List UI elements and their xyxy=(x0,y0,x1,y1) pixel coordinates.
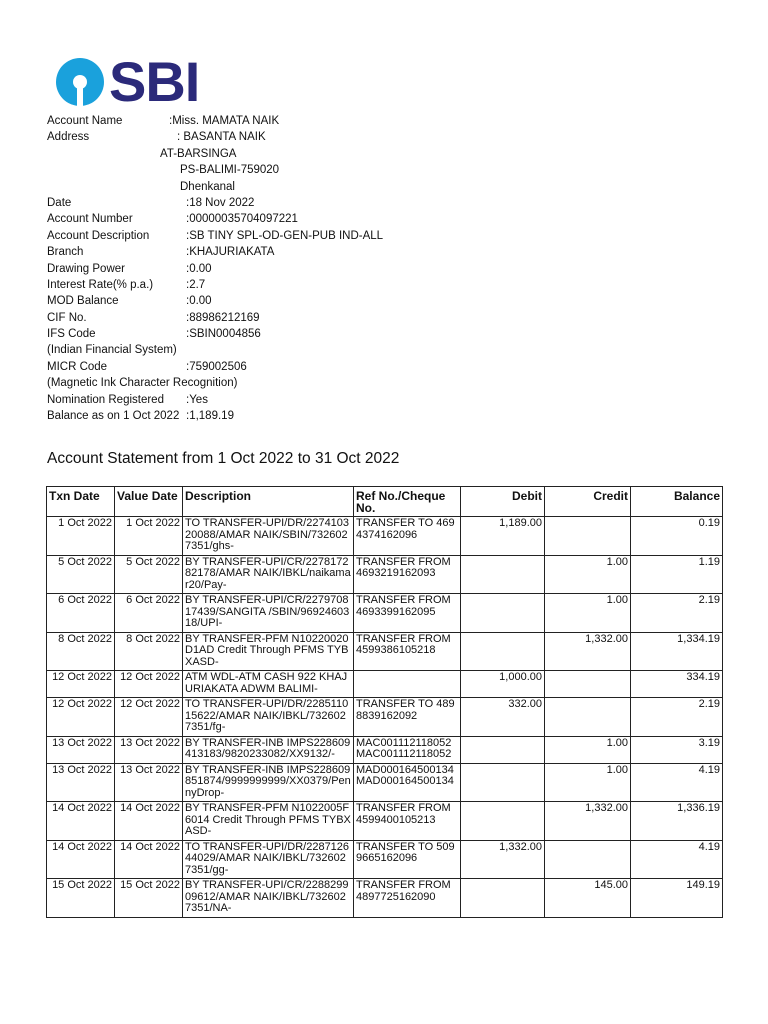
debit-cell-text: 332.00 xyxy=(508,699,542,710)
field-label: MICR Code xyxy=(47,360,108,373)
txn-date-cell xyxy=(47,555,115,594)
value-date-cell-text: 13 Oct 2022 xyxy=(120,737,180,749)
bank-name: SBI xyxy=(109,50,200,113)
credit-cell xyxy=(545,517,631,556)
balance-cell-text: 2.19 xyxy=(698,595,720,606)
txn-date-cell xyxy=(47,671,115,698)
description-cell xyxy=(183,555,354,594)
table-header-row xyxy=(47,487,723,517)
description-cell xyxy=(183,517,354,556)
txn-date-cell xyxy=(47,594,115,633)
ref-no-cell xyxy=(354,594,461,633)
value-date-cell xyxy=(115,736,183,763)
table-row xyxy=(47,517,723,556)
txn-date-cell-text: 12 Oct 2022 xyxy=(52,672,112,683)
value-date-cell xyxy=(115,802,183,841)
sbi-logo xyxy=(55,50,200,113)
column-header-credit: Credit xyxy=(545,487,631,517)
txn-date-cell-text: 14 Oct 2022 xyxy=(52,841,112,853)
field-value: :1,189.19 xyxy=(186,410,234,423)
debit-cell xyxy=(461,763,545,802)
credit-cell xyxy=(545,632,631,671)
balance-cell xyxy=(631,840,723,879)
txn-date-cell xyxy=(47,698,115,737)
ref-no-cell-text: TRANSFER TO 4898839162092 xyxy=(356,699,455,722)
ref-no-cell xyxy=(354,736,461,763)
address-label: Address xyxy=(47,131,90,144)
table-row xyxy=(47,879,723,918)
field-value: :759002506 xyxy=(186,360,247,373)
credit-cell xyxy=(545,736,631,763)
value-date-cell-text: 14 Oct 2022 xyxy=(120,803,180,814)
table-row xyxy=(47,698,723,737)
description-cell xyxy=(183,632,354,671)
description-cell-text: BY TRANSFER-PFM N1022005F6014 Credit Through PFMS TYBXASD- xyxy=(185,803,351,837)
value-date-cell xyxy=(115,555,183,594)
balance-cell xyxy=(631,802,723,841)
description-cell-text: TO TRANSFER-UPI/DR/228511015622/AMAR NAIK/IBKL/7326027351/fg- xyxy=(185,699,349,733)
field-value: :0.00 xyxy=(186,295,212,308)
ref-no-cell-text: TRANSFER FROM 4693219162093 xyxy=(356,556,451,579)
description-cell-text: BY TRANSFER-PFM N10220020D1AD Credit Through PFMS TYBXASD- xyxy=(185,633,349,668)
field-value: :18 Nov 2022 xyxy=(186,196,255,209)
ref-no-cell-text: TRANSFER FROM 4599400105213 xyxy=(356,803,451,826)
address-line: PS-BALIMI-759020 xyxy=(180,164,280,177)
balance-cell-text: 149.19 xyxy=(686,880,720,891)
value-date-cell-text: 15 Oct 2022 xyxy=(120,880,180,891)
field-label: Date xyxy=(47,196,72,209)
table-row xyxy=(47,671,723,698)
ref-no-cell xyxy=(354,840,461,879)
balance-cell xyxy=(631,517,723,556)
balance-cell-text: 2.19 xyxy=(698,699,720,710)
value-date-cell-text: 14 Oct 2022 xyxy=(120,841,180,853)
ref-no-cell xyxy=(354,555,461,594)
field-label: (Magnetic Ink Character Recognition) xyxy=(47,377,238,390)
txn-date-cell-text: 6 Oct 2022 xyxy=(58,595,112,606)
balance-cell xyxy=(631,736,723,763)
table-row xyxy=(47,802,723,841)
sbi-keyhole-icon xyxy=(55,57,105,107)
credit-cell xyxy=(545,802,631,841)
credit-cell-text: 1.00 xyxy=(606,764,628,776)
balance-cell-text: 1,334.19 xyxy=(677,633,720,645)
txn-date-cell-text: 5 Oct 2022 xyxy=(58,556,112,568)
value-date-cell xyxy=(115,879,183,918)
debit-cell xyxy=(461,517,545,556)
description-cell-text: BY TRANSFER-UPI/CR/228829909612/AMAR NAIK/IBKL/7326027351/NA- xyxy=(185,880,349,914)
field-label: (Indian Financial System) xyxy=(47,344,177,357)
txn-date-cell xyxy=(47,879,115,918)
description-cell-text: BY TRANSFER-INB IMPS228609851874/9999999999/XX0379/PennyDrop- xyxy=(185,764,351,799)
field-value: :KHAJURIAKATA xyxy=(186,246,275,259)
balance-cell xyxy=(631,763,723,802)
table-row xyxy=(47,736,723,763)
field-label: Branch xyxy=(47,246,84,259)
ref-no-cell-text: TRANSFER FROM 4599386105218 xyxy=(356,633,451,656)
debit-cell xyxy=(461,555,545,594)
table-row xyxy=(47,555,723,594)
field-label: Drawing Power xyxy=(47,262,125,275)
balance-cell xyxy=(631,594,723,633)
description-cell xyxy=(183,763,354,802)
field-label: Balance as on 1 Oct 2022 xyxy=(47,410,180,423)
balance-cell-text: 0.19 xyxy=(698,518,720,529)
table-row xyxy=(47,763,723,802)
column-header-ref-no: Ref No./Cheque No. xyxy=(354,487,461,517)
description-cell-text: BY TRANSFER-UPI/CR/227817282178/AMAR NAIK/IBKL/naikamar20/Pay- xyxy=(185,556,351,591)
ref-no-cell xyxy=(354,879,461,918)
field-value: :2.7 xyxy=(186,278,206,291)
field-label: MOD Balance xyxy=(47,295,119,308)
ref-no-cell-text: MAD000164500134 MAD000164500134 xyxy=(356,764,454,787)
field-label: Interest Rate(% p.a.) xyxy=(47,278,154,291)
value-date-cell-text: 8 Oct 2022 xyxy=(126,633,180,645)
address-line: Dhenkanal xyxy=(180,180,235,193)
description-cell-text: ATM WDL-ATM CASH 922 KHAJURIAKATA ADWM BALIMI- xyxy=(185,672,348,695)
field-value: :SB TINY SPL-OD-GEN-PUB IND-ALL xyxy=(186,229,384,242)
debit-cell-text: 1,189.00 xyxy=(499,518,542,529)
balance-cell xyxy=(631,879,723,918)
txn-date-cell xyxy=(47,840,115,879)
description-cell-text: TO TRANSFER-UPI/DR/227410320088/AMAR NAIK/SBIN/7326027351/ghs- xyxy=(185,518,350,552)
value-date-cell-text: 6 Oct 2022 xyxy=(126,595,180,606)
balance-cell-text: 3.19 xyxy=(698,737,720,749)
credit-cell xyxy=(545,555,631,594)
balance-cell xyxy=(631,555,723,594)
description-cell xyxy=(183,671,354,698)
value-date-cell xyxy=(115,763,183,802)
txn-date-cell xyxy=(47,763,115,802)
txn-date-cell xyxy=(47,802,115,841)
credit-cell-text: 1,332.00 xyxy=(585,803,628,814)
ref-no-cell-text: TRANSFER FROM 4693399162095 xyxy=(356,595,451,618)
debit-cell xyxy=(461,671,545,698)
field-value: :88986212169 xyxy=(186,311,260,324)
ref-no-cell xyxy=(354,517,461,556)
credit-cell-text: 1.00 xyxy=(606,556,628,568)
debit-cell-text: 1,332.00 xyxy=(499,841,542,853)
column-header-balance: Balance xyxy=(631,487,723,517)
txn-date-cell-text: 12 Oct 2022 xyxy=(52,699,112,710)
column-header-debit: Debit xyxy=(461,487,545,517)
field-label: Nomination Registered xyxy=(47,393,164,406)
balance-cell-text: 4.19 xyxy=(698,841,720,853)
ref-no-cell xyxy=(354,763,461,802)
address-line: : BASANTA NAIK xyxy=(177,131,266,144)
description-cell xyxy=(183,802,354,841)
description-cell-text: BY TRANSFER-INB IMPS228609413183/9820233082/XX9132/- xyxy=(185,737,351,760)
account-name-value: :Miss. MAMATA NAIK xyxy=(169,115,280,127)
debit-cell xyxy=(461,840,545,879)
table-row xyxy=(47,632,723,671)
txn-date-cell xyxy=(47,517,115,556)
txn-date-cell xyxy=(47,736,115,763)
transactions-table xyxy=(46,486,723,918)
debit-cell xyxy=(461,879,545,918)
value-date-cell xyxy=(115,671,183,698)
credit-cell xyxy=(545,671,631,698)
balance-cell-text: 1,336.19 xyxy=(677,803,720,814)
value-date-cell xyxy=(115,840,183,879)
table-row xyxy=(47,840,723,879)
credit-cell xyxy=(545,840,631,879)
credit-cell-text: 1.00 xyxy=(606,737,628,749)
credit-cell-text: 145.00 xyxy=(594,880,628,891)
field-value: :0.00 xyxy=(186,262,212,275)
description-cell xyxy=(183,840,354,879)
value-date-cell xyxy=(115,632,183,671)
credit-cell xyxy=(545,879,631,918)
ref-no-cell-text: MAC001112118052 MAC001112118052 xyxy=(356,737,452,760)
debit-cell xyxy=(461,802,545,841)
description-cell-text: TO TRANSFER-UPI/DR/228712644029/AMAR NAIK/IBKL/7326027351/gg- xyxy=(185,841,350,876)
value-date-cell xyxy=(115,594,183,633)
description-cell xyxy=(183,698,354,737)
field-label: CIF No. xyxy=(47,311,87,324)
field-label: Account Description xyxy=(47,229,150,242)
description-cell-text: BY TRANSFER-UPI/CR/227970817439/SANGITA /SBIN/9692460318/UPI- xyxy=(185,595,350,629)
column-header-description: Description xyxy=(183,487,354,517)
ref-no-cell xyxy=(354,802,461,841)
credit-cell xyxy=(545,698,631,737)
column-header-value-date: Value Date xyxy=(115,487,183,517)
debit-cell xyxy=(461,594,545,633)
value-date-cell-text: 5 Oct 2022 xyxy=(126,556,180,568)
balance-cell-text: 1.19 xyxy=(698,556,720,568)
debit-cell xyxy=(461,698,545,737)
credit-cell-text: 1,332.00 xyxy=(585,633,628,645)
ref-no-cell-text: TRANSFER FROM 4897725162090 xyxy=(356,880,451,903)
ref-no-cell xyxy=(354,632,461,671)
field-value: :Yes xyxy=(186,393,208,406)
field-label: IFS Code xyxy=(47,328,96,341)
field-value: :00000035704097221 xyxy=(186,213,298,226)
txn-date-cell-text: 8 Oct 2022 xyxy=(58,633,112,645)
txn-date-cell-text: 1 Oct 2022 xyxy=(58,518,112,529)
value-date-cell xyxy=(115,517,183,556)
ref-no-cell-text: TRANSFER TO 5099665162096 xyxy=(356,841,455,864)
field-label: Account Number xyxy=(47,213,133,226)
debit-cell xyxy=(461,736,545,763)
column-header-txn-date: Txn Date xyxy=(47,487,115,517)
credit-cell xyxy=(545,594,631,633)
table-row xyxy=(47,594,723,633)
value-date-cell xyxy=(115,698,183,737)
description-cell xyxy=(183,594,354,633)
balance-cell xyxy=(631,671,723,698)
txn-date-cell-text: 13 Oct 2022 xyxy=(52,737,112,749)
balance-cell-text: 334.19 xyxy=(686,672,720,683)
credit-cell xyxy=(545,763,631,802)
debit-cell-text: 1,000.00 xyxy=(499,672,542,683)
ref-no-cell xyxy=(354,671,461,698)
account-name-label: Account Name xyxy=(47,115,123,127)
statement-title: Account Statement from 1 Oct 2022 to 31 Oct 2022 xyxy=(47,450,400,467)
field-value: :SBIN0004856 xyxy=(186,328,261,341)
value-date-cell-text: 13 Oct 2022 xyxy=(120,764,180,776)
txn-date-cell-text: 13 Oct 2022 xyxy=(52,764,112,776)
address-line: AT-BARSINGA xyxy=(160,147,237,160)
debit-cell xyxy=(461,632,545,671)
description-cell xyxy=(183,736,354,763)
balance-cell-text: 4.19 xyxy=(698,764,720,776)
balance-cell xyxy=(631,698,723,737)
value-date-cell-text: 12 Oct 2022 xyxy=(120,699,180,710)
txn-date-cell xyxy=(47,632,115,671)
credit-cell-text: 1.00 xyxy=(606,595,628,606)
ref-no-cell-text: TRANSFER TO 4694374162096 xyxy=(356,518,455,541)
txn-date-cell-text: 15 Oct 2022 xyxy=(52,880,112,891)
value-date-cell-text: 1 Oct 2022 xyxy=(126,518,180,529)
ref-no-cell xyxy=(354,698,461,737)
description-cell xyxy=(183,879,354,918)
txn-date-cell-text: 14 Oct 2022 xyxy=(52,803,112,814)
value-date-cell-text: 12 Oct 2022 xyxy=(120,672,180,683)
balance-cell xyxy=(631,632,723,671)
